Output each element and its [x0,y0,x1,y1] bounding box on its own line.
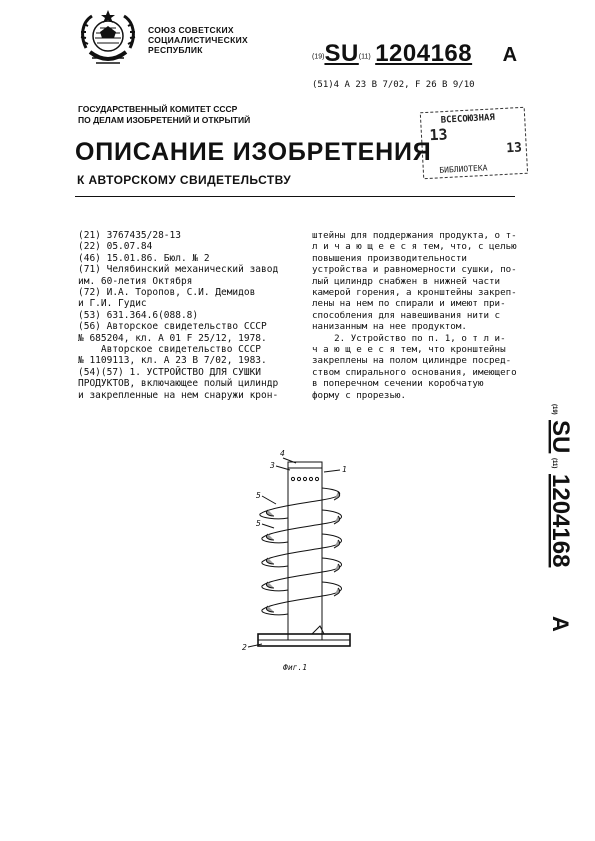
state-name [148,25,248,55]
state-line: РЕСПУБЛИК [148,45,203,55]
stamp-text: ВСЕСОЮЗНАЯ [440,112,496,126]
label-5: 5 [256,519,261,528]
vertical-code-19: (19) [551,404,557,415]
vertical-country: SU [547,420,574,454]
biblio-line: № 685204, кл. А 01 F 25/12, 1978. [78,332,267,344]
claim-line: форму с прорезью. [312,389,407,401]
document-title: ОПИСАНИЕ ИЗОБРЕТЕНИЯ [75,138,432,166]
claim-line: лый цилиндр снабжен в нижней части [312,275,501,287]
claim-line: устройства и равномерности сушки, по- [312,264,517,276]
label-2: 2 [242,643,247,652]
figure-caption: Фиг.1 [283,663,308,672]
biblio-line: (53) 631.364.6(088.8) [78,309,199,321]
claim-line: ч а ю щ е е с я тем, что кронштейны [312,344,506,356]
device-drawing [238,448,366,680]
claim-line: повышения производительности [312,252,467,264]
label-1: 1 [342,465,347,474]
claim-line: 2. Устройство по п. 1, о т л и- [312,332,506,344]
bibliographic-column [78,230,308,401]
stamp-text: 13 [505,140,523,157]
biblio-line: (72) И.А. Торопов, С.И. Демидов [78,287,256,299]
biblio-line: (21) 3767435/28-13 [78,230,181,241]
label-4: 4 [280,449,285,458]
biblio-line: (56) Авторское свидетельство СССР [78,321,267,333]
claim-line: л и ч а ю щ е е с я тем, что, с целью [312,241,517,253]
claim-line: штейны для поддержания продукта, о т- [312,230,517,241]
biblio-line: им. 60-летия Октября [78,275,193,287]
vertical-number: 1204168 [547,474,574,568]
code-19: (19) [312,53,325,61]
biblio-line: Авторское свидетельство СССР [78,344,262,356]
committee-line: ПО ДЕЛАМ ИЗОБРЕТЕНИЙ И ОТКРЫТИЙ [78,115,251,125]
patent-number-line [312,40,517,68]
label-5: 5 [256,491,261,500]
ussr-emblem-icon [78,8,138,70]
stamp-text: БИБЛИОТЕКА [439,163,488,175]
biblio-line: № 1109113, кл. А 23 В 7/02, 1983. [78,355,267,367]
committee-name [78,104,250,126]
claim-line: лены на нем по спирали и имеют при- [312,298,506,310]
vertical-patent-number [505,404,585,642]
label-3: 3 [270,461,275,470]
biblio-line: (46) 15.01.86. Бюл. № 2 [78,252,210,264]
stamp-text: 13 [429,125,448,145]
patent-kind: A [502,44,518,66]
committee-line: ГОСУДАРСТВЕННЫЙ КОМИТЕТ СССР [78,104,238,114]
claim-line: камерой горения, а кронштейны закреп- [312,287,517,299]
claim-line: нанизанным на нее продуктом. [312,321,467,333]
vertical-kind: A [548,616,573,632]
vertical-code-11: (11) [551,458,557,469]
code-11: (11) [358,53,371,61]
biblio-line: (54)(57) 1. УСТРОЙСТВО ДЛЯ СУШКИ [78,366,262,378]
biblio-line: и закрепленные на нем снаружи крон- [78,389,279,401]
state-line: СОЦИАЛИСТИЧЕСКИХ [148,35,248,45]
biblio-line: и Г.И. Гудис [78,298,147,310]
claim-line: способления для навешивания нити с [312,309,501,321]
biblio-line: ПРОДУКТОВ, включающее полый цилиндр [78,378,279,390]
divider [75,196,515,197]
ipc-classification: (51)4 А 23 В 7/02, F 26 В 9/10 [312,80,475,90]
biblio-line: (22) 05.07.84 [78,241,153,253]
country-code: SU [324,40,359,67]
state-line: СОЮЗ СОВЕТСКИХ [148,25,234,35]
document-subtitle: К АВТОРСКОМУ СВИДЕТЕЛЬСТВУ [77,173,292,187]
biblio-line: (71) Челябинский механический завод [78,264,279,276]
claims-column [312,230,520,401]
claim-line: закреплены на полом цилиндре посред- [312,355,512,367]
claim-line: ством спирального основания, имеющего [312,366,517,378]
claim-line: в поперечном сечении коробчатую [312,378,484,390]
patent-number: 1204168 [375,40,473,67]
library-stamp [416,103,532,185]
